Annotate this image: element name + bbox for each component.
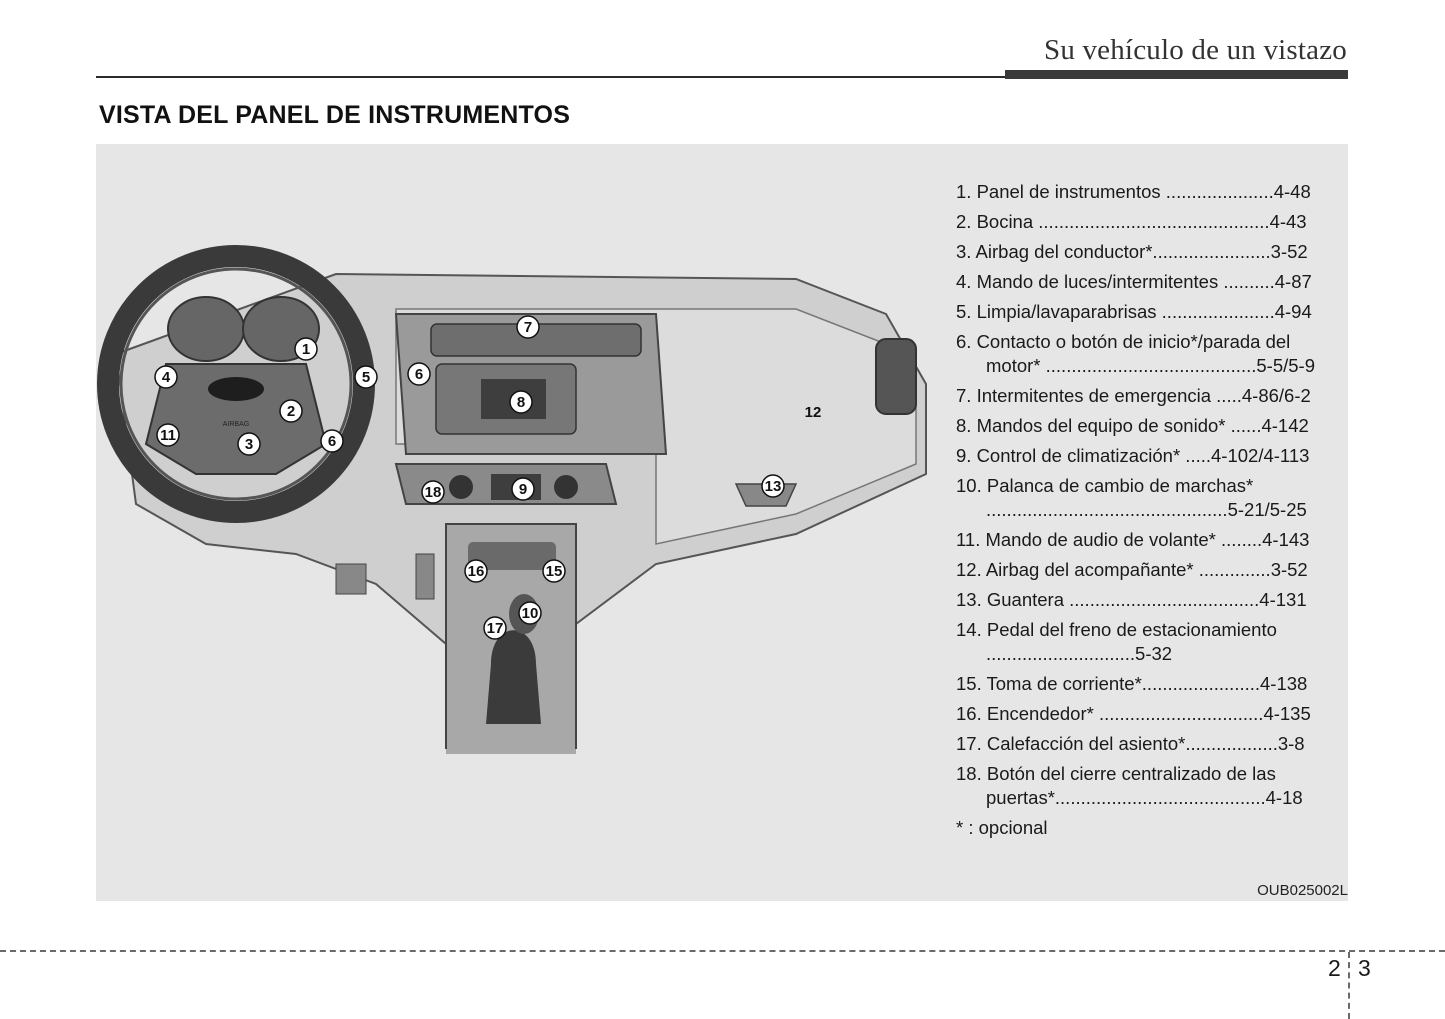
legend-item-8: 8. Mandos del equipo de sonido* ......4-142 xyxy=(956,415,1309,436)
page-separator xyxy=(1348,952,1350,1019)
legend-item-3: 3. Airbag del conductor*.......................3-52 xyxy=(956,241,1308,262)
page-number: 3 xyxy=(1358,955,1371,981)
callout-13 xyxy=(762,475,784,497)
callout-15 xyxy=(543,560,565,582)
legend-list xyxy=(956,180,1328,840)
svg-text:10: 10 xyxy=(521,605,539,622)
legend-item-13: 13. Guantera .....................................4-131 xyxy=(956,589,1307,610)
header-bar xyxy=(1005,70,1348,79)
svg-text:16: 16 xyxy=(467,563,485,580)
legend-item-10: 10. Palanca de cambio de marchas* ...............................................5-21/5-25 xyxy=(956,475,1307,520)
section-title: VISTA DEL PANEL DE INSTRUMENTOS xyxy=(99,101,571,129)
svg-text:8: 8 xyxy=(516,394,526,411)
legend-item-15: 15. Toma de corriente*.......................4-138 xyxy=(956,673,1308,694)
svg-text:17: 17 xyxy=(486,620,504,637)
legend-item-12: 12. Airbag del acompañante* ..............3-52 xyxy=(956,559,1308,580)
svg-text:6: 6 xyxy=(327,433,337,450)
airbag-label: AIRBAG xyxy=(222,421,250,428)
callout-12: 12 xyxy=(804,404,822,421)
legend-item-14: 14. Pedal del freno de estacionamiento .............................5-32 xyxy=(956,619,1277,664)
svg-text:18: 18 xyxy=(424,484,442,501)
legend-item-4: 4. Mando de luces/intermitentes ..........4-87 xyxy=(956,271,1312,292)
svg-text:2: 2 xyxy=(286,403,296,420)
svg-text:4: 4 xyxy=(161,369,171,386)
svg-text:11: 11 xyxy=(160,427,176,444)
footer-rule xyxy=(0,950,1445,952)
callout-9 xyxy=(512,478,534,500)
figure-panel xyxy=(96,144,1348,901)
legend-item-2: 2. Bocina .............................................4-43 xyxy=(956,211,1307,232)
svg-text:7: 7 xyxy=(523,319,533,336)
legend-item-11: 11. Mando de audio de volante* ........4-143 xyxy=(956,529,1310,550)
svg-text:5: 5 xyxy=(361,369,371,386)
callout-3 xyxy=(238,433,260,455)
chapter-number: 2 xyxy=(1328,955,1341,981)
callout-2 xyxy=(280,400,302,422)
callout-4 xyxy=(155,366,177,388)
callout-11 xyxy=(157,424,179,446)
svg-text:15: 15 xyxy=(545,563,563,580)
callout-7 xyxy=(517,316,539,338)
callout-5 xyxy=(355,366,377,388)
callout-16 xyxy=(465,560,487,582)
callout-18 xyxy=(422,481,444,503)
svg-text:13: 13 xyxy=(764,478,782,495)
callout-1 xyxy=(295,338,317,360)
svg-text:1: 1 xyxy=(301,341,311,358)
legend-item-9: 9. Control de climatización* .....4-102/4-113 xyxy=(956,445,1310,466)
callout-10 xyxy=(519,602,541,624)
legend-note: * : opcional xyxy=(956,817,1048,838)
callout-6b xyxy=(321,430,343,452)
dashboard-illustration xyxy=(96,144,976,901)
legend-item-18: 18. Botón del cierre centralizado de las puertas*.........................................4-18 xyxy=(956,763,1303,808)
legend-item-16: 16. Encendedor* ................................4-135 xyxy=(956,703,1311,724)
callout-6a xyxy=(408,363,430,385)
callout-17 xyxy=(484,617,506,639)
legend-item-1: 1. Panel de instrumentos .....................4-48 xyxy=(956,181,1311,202)
figure-code: OUB025002L xyxy=(1257,882,1348,899)
svg-text:9: 9 xyxy=(518,481,528,498)
svg-text:6: 6 xyxy=(414,366,424,383)
legend-item-5: 5. Limpia/lavaparabrisas ......................4-94 xyxy=(956,301,1312,322)
legend-item-17: 17. Calefacción del asiento*..................3-8 xyxy=(956,733,1305,754)
callout-8 xyxy=(510,391,532,413)
legend-item-7: 7. Intermitentes de emergencia .....4-86/6-2 xyxy=(956,385,1311,406)
svg-text:3: 3 xyxy=(244,436,254,453)
legend-item-6: 6. Contacto o botón de inicio*/parada del motor* .........................................5-5/5-9 xyxy=(956,331,1315,376)
chapter-title: Su vehículo de un vistazo xyxy=(1043,34,1347,66)
